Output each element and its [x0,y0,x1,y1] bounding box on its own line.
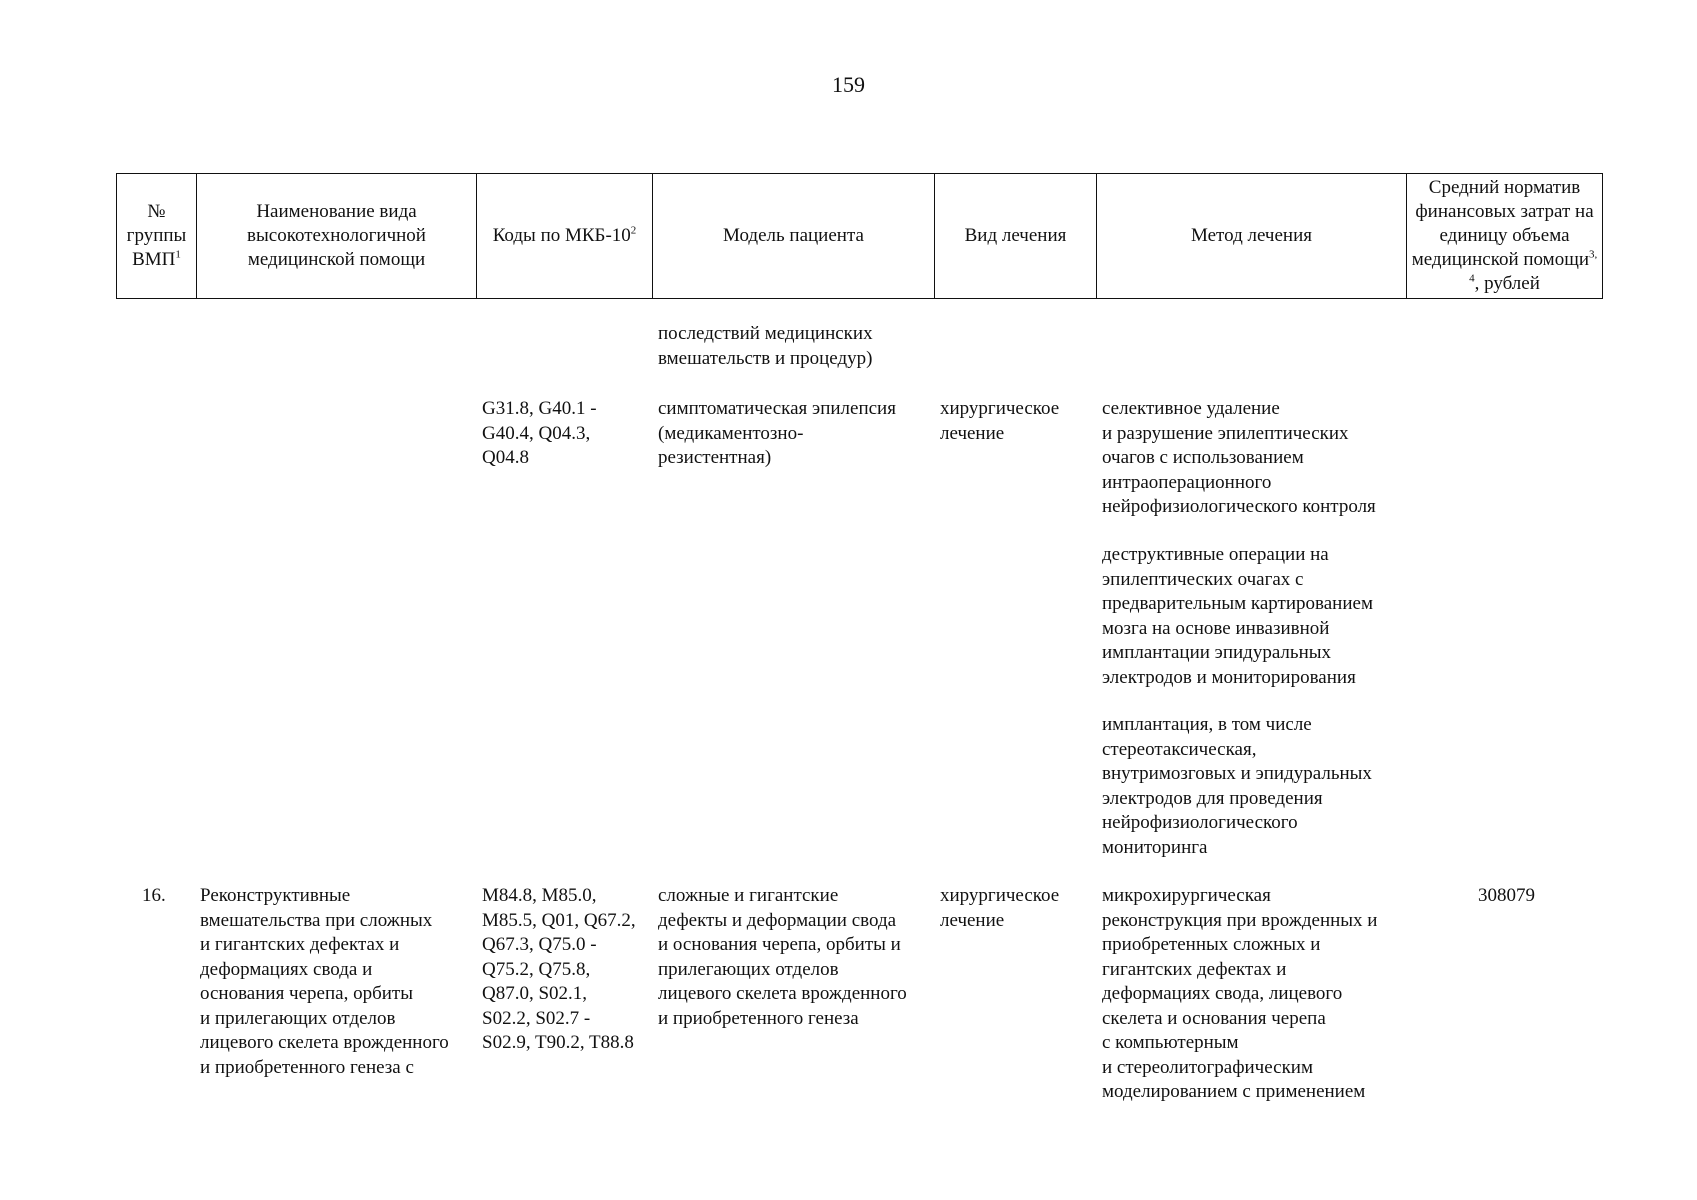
page-number: 159 [832,72,865,97]
header-icd-codes: Коды по МКБ-$10^2$ [477,174,653,299]
row-16-cost: 308079 [1478,885,1535,906]
header-average-cost: Средний норматив финансовых затрат на единицу объема медицинской помощи$^{3, 4}$, рублей [1407,174,1603,299]
row-16-method: микрохирургическая реконструкция при врожденных и приобретенных сложных и гигантских дефектах и деформациях свода, лицевого скелета и основания черепа с компьютерным и стереолитографическим моделированием с применением [1102,885,1378,1102]
row-epilepsy-method-2: деструктивные операции на эпилептических очагах с предварительным картированием мозга на основе инвазивной имплантации эпидуральных электродов и мониторирования [1102,544,1373,688]
row-epilepsy-method-1: селективное удаление и разрушение эпилептических очагов с использованием интраоперационного нейрофизиологического контроля [1102,398,1376,517]
header-care-type-name: Наименование вида высокотехнологичной медицинской помощи [197,174,477,299]
header-patient-model: Модель пациента [653,174,935,299]
table-header [116,173,1603,299]
row-16-treatment-type: хирургическое лечение [940,885,1060,931]
header-group-number: № группы ВМП$^1$ [117,174,197,299]
row-epilepsy-codes: G31.8, G40.1 - G40.4, Q04.3, Q04.8 [482,398,597,468]
row-16-model: сложные и гигантские дефекты и деформации свода и основания черепа, орбиты и прилегающих отделов лицевого скелета врожденного и приобретенного генеза [658,885,907,1029]
row-epilepsy-method-3: имплантация, в том числе стереотаксическая, внутримозговых и эпидуральных электродов для проведения нейрофизиологического мониторинга [1102,714,1372,858]
continued-patient-model: последствий медицинских вмешательств и процедур) [658,323,873,369]
row-epilepsy-model: симптоматическая эпилепсия (медикаментозно- резистентная) [658,398,896,468]
header-treatment-method: Метод лечения [1097,174,1407,299]
row-16-name: Реконструктивные вмешательства при сложных и гигантских дефектах и деформациях свода и основания черепа, орбиты и прилегающих отделов лицевого скелета врожденного и приобретенного генеза с [200,885,449,1078]
header-treatment-type: Вид лечения [935,174,1097,299]
row-16-number: 16. [142,885,166,906]
row-epilepsy-treatment-type: хирургическое лечение [940,398,1060,444]
row-16-codes: M84.8, M85.0, M85.5, Q01, Q67.2, Q67.3, Q75.0 - Q75.2, Q75.8, Q87.0, S02.1, S02.2, S02.7 - S02.9, T90.2, T88.8 [482,885,636,1053]
